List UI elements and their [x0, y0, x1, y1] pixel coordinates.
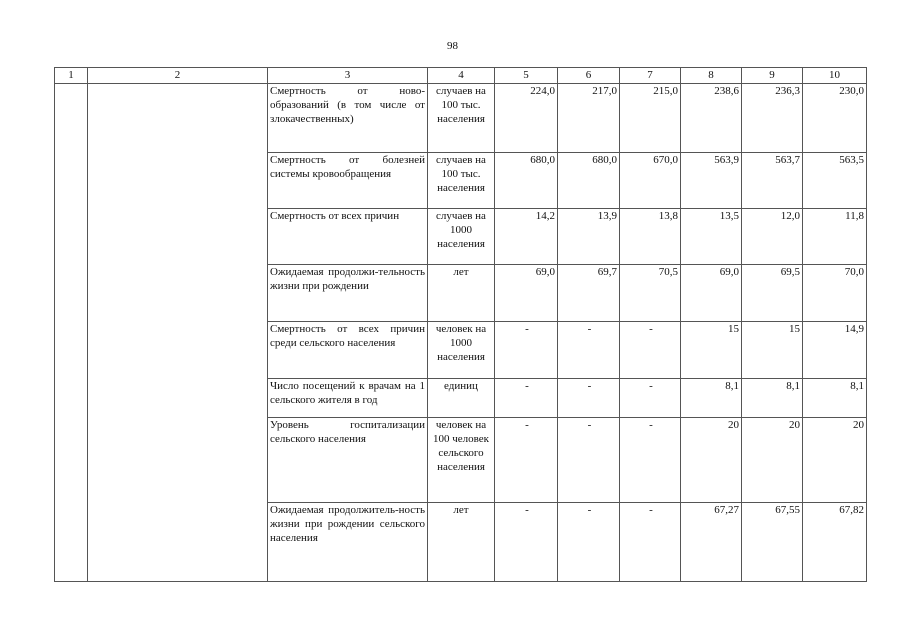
table-row — [55, 84, 867, 153]
value-cell: 680,0 — [558, 153, 620, 209]
column-header: 8 — [681, 68, 742, 84]
indicator-cell: Ожидаемая продолжи-тельность жизни при рождении — [268, 265, 428, 322]
data-table — [54, 67, 867, 582]
value-cell: 11,8 — [803, 209, 867, 265]
value-cell: 563,9 — [681, 153, 742, 209]
value-cell: 70,0 — [803, 265, 867, 322]
header-row — [55, 68, 867, 84]
value-cell: - — [558, 418, 620, 503]
value-cell: 12,0 — [742, 209, 803, 265]
column-header: 10 — [803, 68, 867, 84]
value-cell: 238,6 — [681, 84, 742, 153]
value-cell: - — [620, 322, 681, 379]
unit-cell: человек на 1000 населения — [428, 322, 495, 379]
col2-cell — [88, 84, 268, 582]
value-cell: 13,8 — [620, 209, 681, 265]
unit-cell: случаев на 100 тыс. населения — [428, 153, 495, 209]
value-cell: - — [558, 322, 620, 379]
value-cell: - — [495, 418, 558, 503]
unit-cell: случаев на 100 тыс. населения — [428, 84, 495, 153]
column-header: 4 — [428, 68, 495, 84]
value-cell: 15 — [742, 322, 803, 379]
unit-cell: единиц — [428, 379, 495, 418]
value-cell: 15 — [681, 322, 742, 379]
value-cell: - — [620, 379, 681, 418]
indicator-cell: Число посещений к врачам на 1 сельского жителя в год — [268, 379, 428, 418]
indicator-cell: Смертность от всех причин среди сельского населения — [268, 322, 428, 379]
column-header: 9 — [742, 68, 803, 84]
indicator-cell: Смертность от болезней системы кровообращения — [268, 153, 428, 209]
value-cell: 67,27 — [681, 503, 742, 582]
indicator-cell: Смертность от ново-образований (в том числе от злокачественных) — [268, 84, 428, 153]
value-cell: 563,7 — [742, 153, 803, 209]
value-cell: 14,9 — [803, 322, 867, 379]
unit-cell: лет — [428, 265, 495, 322]
value-cell: 670,0 — [620, 153, 681, 209]
unit-cell: человек на 100 человек сельского населения — [428, 418, 495, 503]
value-cell: 69,0 — [495, 265, 558, 322]
value-cell: 563,5 — [803, 153, 867, 209]
value-cell: 236,3 — [742, 84, 803, 153]
value-cell: 13,5 — [681, 209, 742, 265]
value-cell: 8,1 — [681, 379, 742, 418]
value-cell: - — [558, 503, 620, 582]
value-cell: 224,0 — [495, 84, 558, 153]
value-cell: 680,0 — [495, 153, 558, 209]
page-number: 98 — [447, 40, 458, 52]
unit-cell: лет — [428, 503, 495, 582]
column-header: 1 — [55, 68, 88, 84]
value-cell: - — [620, 418, 681, 503]
column-header: 6 — [558, 68, 620, 84]
value-cell: 70,5 — [620, 265, 681, 322]
value-cell: 69,5 — [742, 265, 803, 322]
value-cell: 67,55 — [742, 503, 803, 582]
value-cell: 14,2 — [495, 209, 558, 265]
column-header: 3 — [268, 68, 428, 84]
value-cell: 69,7 — [558, 265, 620, 322]
indicator-cell: Ожидаемая продолжитель-ность жизни при рождении сельского населения — [268, 503, 428, 582]
value-cell: 215,0 — [620, 84, 681, 153]
column-header: 5 — [495, 68, 558, 84]
value-cell: 67,82 — [803, 503, 867, 582]
value-cell: - — [495, 322, 558, 379]
value-cell: - — [495, 379, 558, 418]
value-cell: - — [558, 379, 620, 418]
value-cell: - — [620, 503, 681, 582]
column-header: 7 — [620, 68, 681, 84]
value-cell: 69,0 — [681, 265, 742, 322]
indicator-cell: Уровень госпитализации сельского населения — [268, 418, 428, 503]
value-cell: 8,1 — [803, 379, 867, 418]
value-cell: - — [495, 503, 558, 582]
value-cell: 217,0 — [558, 84, 620, 153]
value-cell: 8,1 — [742, 379, 803, 418]
value-cell: 13,9 — [558, 209, 620, 265]
unit-cell: случаев на 1000 населения — [428, 209, 495, 265]
value-cell: 20 — [803, 418, 867, 503]
value-cell: 20 — [742, 418, 803, 503]
indicator-cell: Смертность от всех причин — [268, 209, 428, 265]
col1-cell — [55, 84, 88, 582]
value-cell: 20 — [681, 418, 742, 503]
value-cell: 230,0 — [803, 84, 867, 153]
column-header: 2 — [88, 68, 268, 84]
